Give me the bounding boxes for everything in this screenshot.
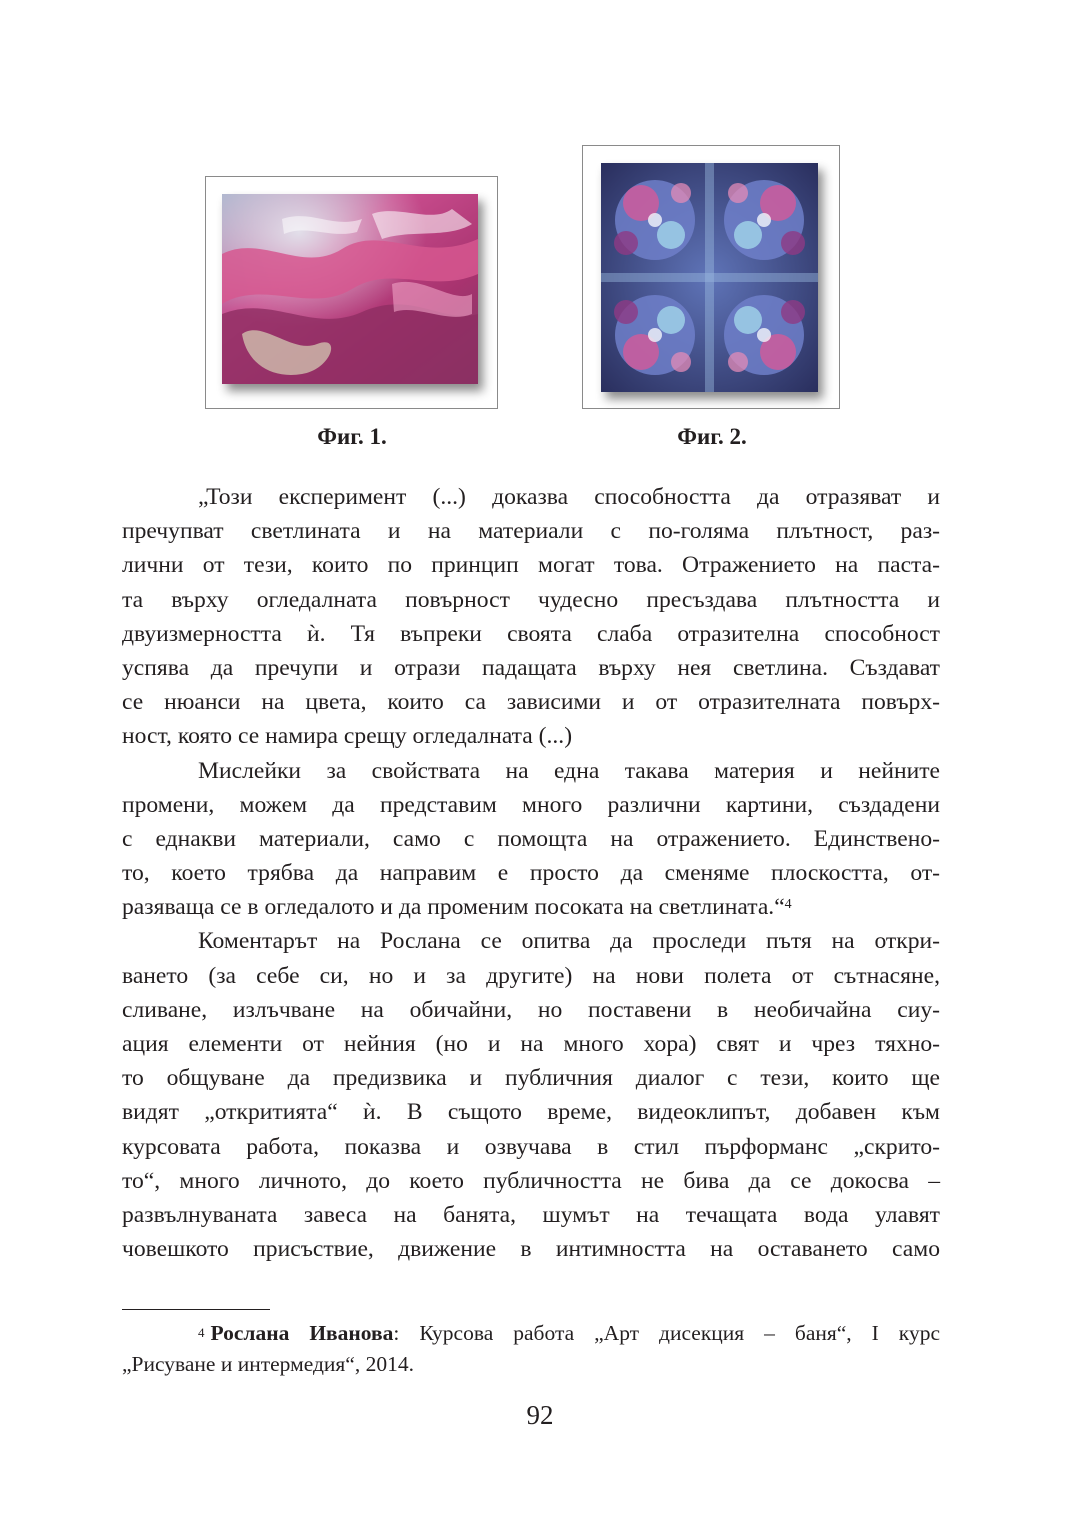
text-line: промени, можем да представим много различни картини, създадени: [122, 791, 940, 818]
text-line: пречупват светлината и на материали с по-голяма плътност, раз-: [122, 518, 940, 545]
text-line: ност, която се намира срещу огледалната (...): [122, 723, 573, 750]
figure-2-image: [601, 163, 818, 392]
footnote-text: : Курсова работа „Арт дисекция – баня“, I курс: [393, 1321, 940, 1345]
footnote-number: 4: [198, 1325, 205, 1340]
footnote-author: Рослана Иванова: [210, 1321, 394, 1345]
figure-1-image: [222, 194, 478, 384]
text-line-with-footnote: [122, 890, 940, 924]
figure-1-caption: Фиг. 1.: [317, 424, 387, 449]
footnote: [122, 1318, 940, 1380]
footnote-line-2: „Рисуване и интермедия“, 2014.: [122, 1352, 414, 1376]
text-line: ването (за себе си, но и за другите) на нови полета от сътнасяне,: [122, 962, 940, 989]
text-line: с еднакви материали, само с помощта на отражението. Единствено-: [122, 825, 940, 852]
text-line: видят „откритията“ ѝ. В същото време, видеоклипът, добавен към: [122, 1099, 940, 1126]
text-line: сливане, излъчване на обичайни, но поставени в необичайна сиу-: [122, 996, 940, 1023]
text-line: разяваща се в огледалото и да променим посоката на светлината.“: [122, 894, 785, 921]
text-line: Коментарът на Рослана се опитва да проследи пътя на откри-: [198, 928, 940, 955]
text-line: курсовата работа, показва и озвучава в стил пърформанс „скрито-: [122, 1133, 940, 1160]
text-line: то“, много личното, до което публичността не бива да се докосва –: [122, 1167, 940, 1194]
text-line: то, което трябва да направим е просто да сменяме плоскостта, от-: [122, 860, 940, 887]
text-line: ация елементи от нейния (но и на много хора) свят и чрез тяхно-: [122, 1031, 940, 1057]
text-line: Мислейки за свойствата на една такава материя и нейните: [198, 757, 940, 784]
text-line: лични от тези, които по принцип могат това. Отражението на паста-: [122, 552, 940, 579]
figure-2-frame: [582, 145, 840, 409]
paragraph-3: [122, 924, 940, 1266]
text-line: човешкото присъствие, движение в интимността на оставането само: [122, 1236, 940, 1263]
paragraph-1: [122, 480, 940, 754]
text-line: „Този експеримент (...) доказва способността да отразяват и: [198, 484, 940, 510]
text-line: се нюанси на цвета, които са зависими и от отразителната повърх-: [122, 689, 940, 716]
text-line: успява да пречупи и отрази падащата върху нея светлина. Създават: [122, 654, 940, 681]
figure-2-caption: Фиг. 2.: [677, 424, 747, 449]
text-line: развълнуваната завеса на банята, шумът на течащата вода улавят: [122, 1201, 940, 1228]
page-number: 92: [526, 1400, 554, 1430]
footnote-line-1: [122, 1318, 940, 1349]
text-line: та върху огледалната повърност чудесно пресъздава плътността и: [122, 586, 940, 613]
paragraph-2: [122, 754, 940, 925]
figure-1-frame: [205, 176, 498, 409]
body-text: [122, 480, 940, 1266]
text-line: то общуване да предизвика и публичния диалог с тези, които ще: [122, 1065, 940, 1092]
text-line: двуизмерността ѝ. Тя въпреки своята слаба отразителна способност: [122, 620, 940, 647]
footnote-separator: [122, 1309, 270, 1310]
footnote-reference[interactable]: 4: [784, 897, 792, 913]
